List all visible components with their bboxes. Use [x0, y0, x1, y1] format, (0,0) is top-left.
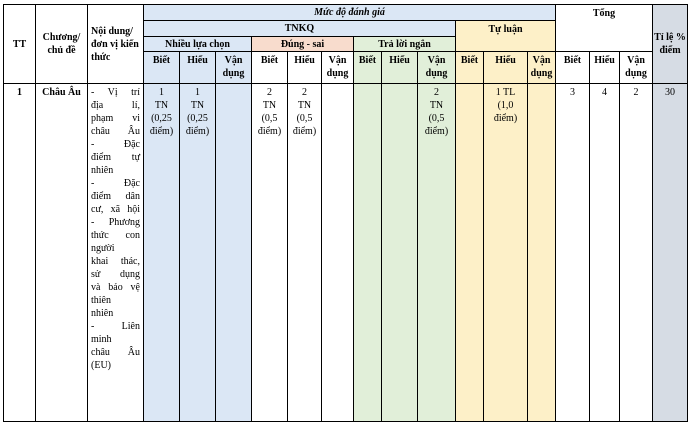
cell-line: châu Âu [91, 347, 140, 358]
cell-line: TN [429, 100, 444, 111]
header-total: Tổng [556, 5, 653, 52]
header-chapter: Chương/ chủ đề [36, 5, 88, 84]
level-understand-sa: Hiểu [382, 52, 418, 84]
level-apply-sa: Vận dụng [418, 52, 456, 84]
level-understand-mc: Hiểu [180, 52, 216, 84]
cell-line: điểm) [257, 126, 282, 137]
cell-sa-know [354, 84, 382, 422]
row-tt: 1 [4, 84, 36, 422]
cell-line: và bảo vệ [91, 282, 140, 293]
cell-total-understand: 4 [590, 84, 620, 422]
header-tt: TT [4, 5, 36, 84]
cell-line: (0,5 [428, 113, 445, 124]
cell-line: 1 [159, 87, 164, 98]
header-content-unit: Nội dung/đơn vị kiến thức [88, 5, 144, 84]
cell-line: điểm tự [91, 152, 140, 163]
cell-line: (EU) [91, 360, 111, 371]
cell-line: điểm) [424, 126, 449, 137]
header-tnkq: TNKQ [144, 21, 456, 37]
cell-line: - Vị trí [91, 87, 140, 98]
cell-line: thức con [91, 230, 140, 241]
cell-line: điểm) [493, 113, 518, 124]
cell-line: 2 [267, 87, 272, 98]
cell-line: cư, xã hội [91, 204, 140, 215]
cell-line: thiên [91, 295, 111, 306]
cell-line: châu Âu [91, 126, 140, 137]
cell-line: TN [190, 100, 205, 111]
assessment-matrix-sheet [3, 4, 688, 422]
cell-line: (0,5 [296, 113, 313, 124]
cell-line: địa lí, [91, 100, 140, 111]
cell-line: 2 [302, 87, 307, 98]
cell-tf-apply [322, 84, 354, 422]
level-know-essay: Biết [456, 52, 484, 84]
assessment-matrix-table [3, 4, 688, 422]
cell-percent: 30 [653, 84, 688, 422]
header-assessment-level: Mức độ đánh giá [144, 5, 556, 21]
cell-line: (0,5 [261, 113, 278, 124]
level-apply-tf: Vận dụng [322, 52, 354, 84]
header-multiple-choice: Nhiều lựa chọn [144, 37, 252, 52]
cell-line: TN [297, 100, 312, 111]
table-row [4, 84, 688, 422]
cell-line: - Liên [91, 321, 140, 332]
cell-line: điểm) [149, 126, 174, 137]
cell-line: - Phương [91, 217, 140, 228]
cell-total-apply: 2 [620, 84, 653, 422]
cell-line: - Đặc [91, 139, 140, 150]
cell-line: điểm) [292, 126, 317, 137]
level-know-mc: Biết [144, 52, 180, 84]
cell-line: người [91, 243, 115, 254]
cell-essay-know [456, 84, 484, 422]
cell-line: TN [154, 100, 169, 111]
cell-tf-know [252, 84, 288, 422]
cell-line: phạm vi [91, 113, 140, 124]
level-know-sa: Biết [354, 52, 382, 84]
cell-essay-apply [528, 84, 556, 422]
cell-line: (0,25 [187, 113, 208, 124]
cell-line: khai thác, [91, 256, 140, 267]
cell-line: điểm) [185, 126, 210, 137]
level-know-tf: Biết [252, 52, 288, 84]
cell-line: minh [91, 334, 112, 345]
level-understand-total: Hiểu [590, 52, 620, 84]
cell-sa-apply [418, 84, 456, 422]
level-know-total: Biết [556, 52, 590, 84]
cell-total-know: 3 [556, 84, 590, 422]
level-understand-tf: Hiểu [288, 52, 322, 84]
cell-line: nhiên [91, 308, 114, 319]
row-content [88, 84, 144, 422]
cell-tf-understand [288, 84, 322, 422]
cell-line: TN [262, 100, 277, 111]
cell-line: 1 TL [495, 87, 516, 98]
cell-line: (0,25 [151, 113, 172, 124]
level-understand-essay: Hiểu [484, 52, 528, 84]
cell-line: nhiên [91, 165, 114, 176]
cell-line: điểm dân [91, 191, 140, 202]
row-chapter: Châu Âu [36, 84, 88, 422]
header-percent: Tỉ lệ % điểm [653, 5, 688, 84]
cell-line: (1,0 [497, 100, 514, 111]
cell-line: sử dụng [91, 269, 140, 280]
level-apply-mc: Vận dụng [216, 52, 252, 84]
cell-line: 2 [434, 87, 439, 98]
cell-mc-understand [180, 84, 216, 422]
level-apply-total: Vận dụng [620, 52, 653, 84]
cell-mc-apply [216, 84, 252, 422]
level-apply-essay: Vận dụng [528, 52, 556, 84]
cell-essay-understand [484, 84, 528, 422]
header-essay: Tự luận [456, 21, 556, 52]
cell-line: - Đặc [91, 178, 140, 189]
cell-line: 1 [195, 87, 200, 98]
header-true-false: Đúng - sai [252, 37, 354, 52]
header-short-answer: Trả lời ngắn [354, 37, 456, 52]
cell-sa-understand [382, 84, 418, 422]
cell-mc-know [144, 84, 180, 422]
